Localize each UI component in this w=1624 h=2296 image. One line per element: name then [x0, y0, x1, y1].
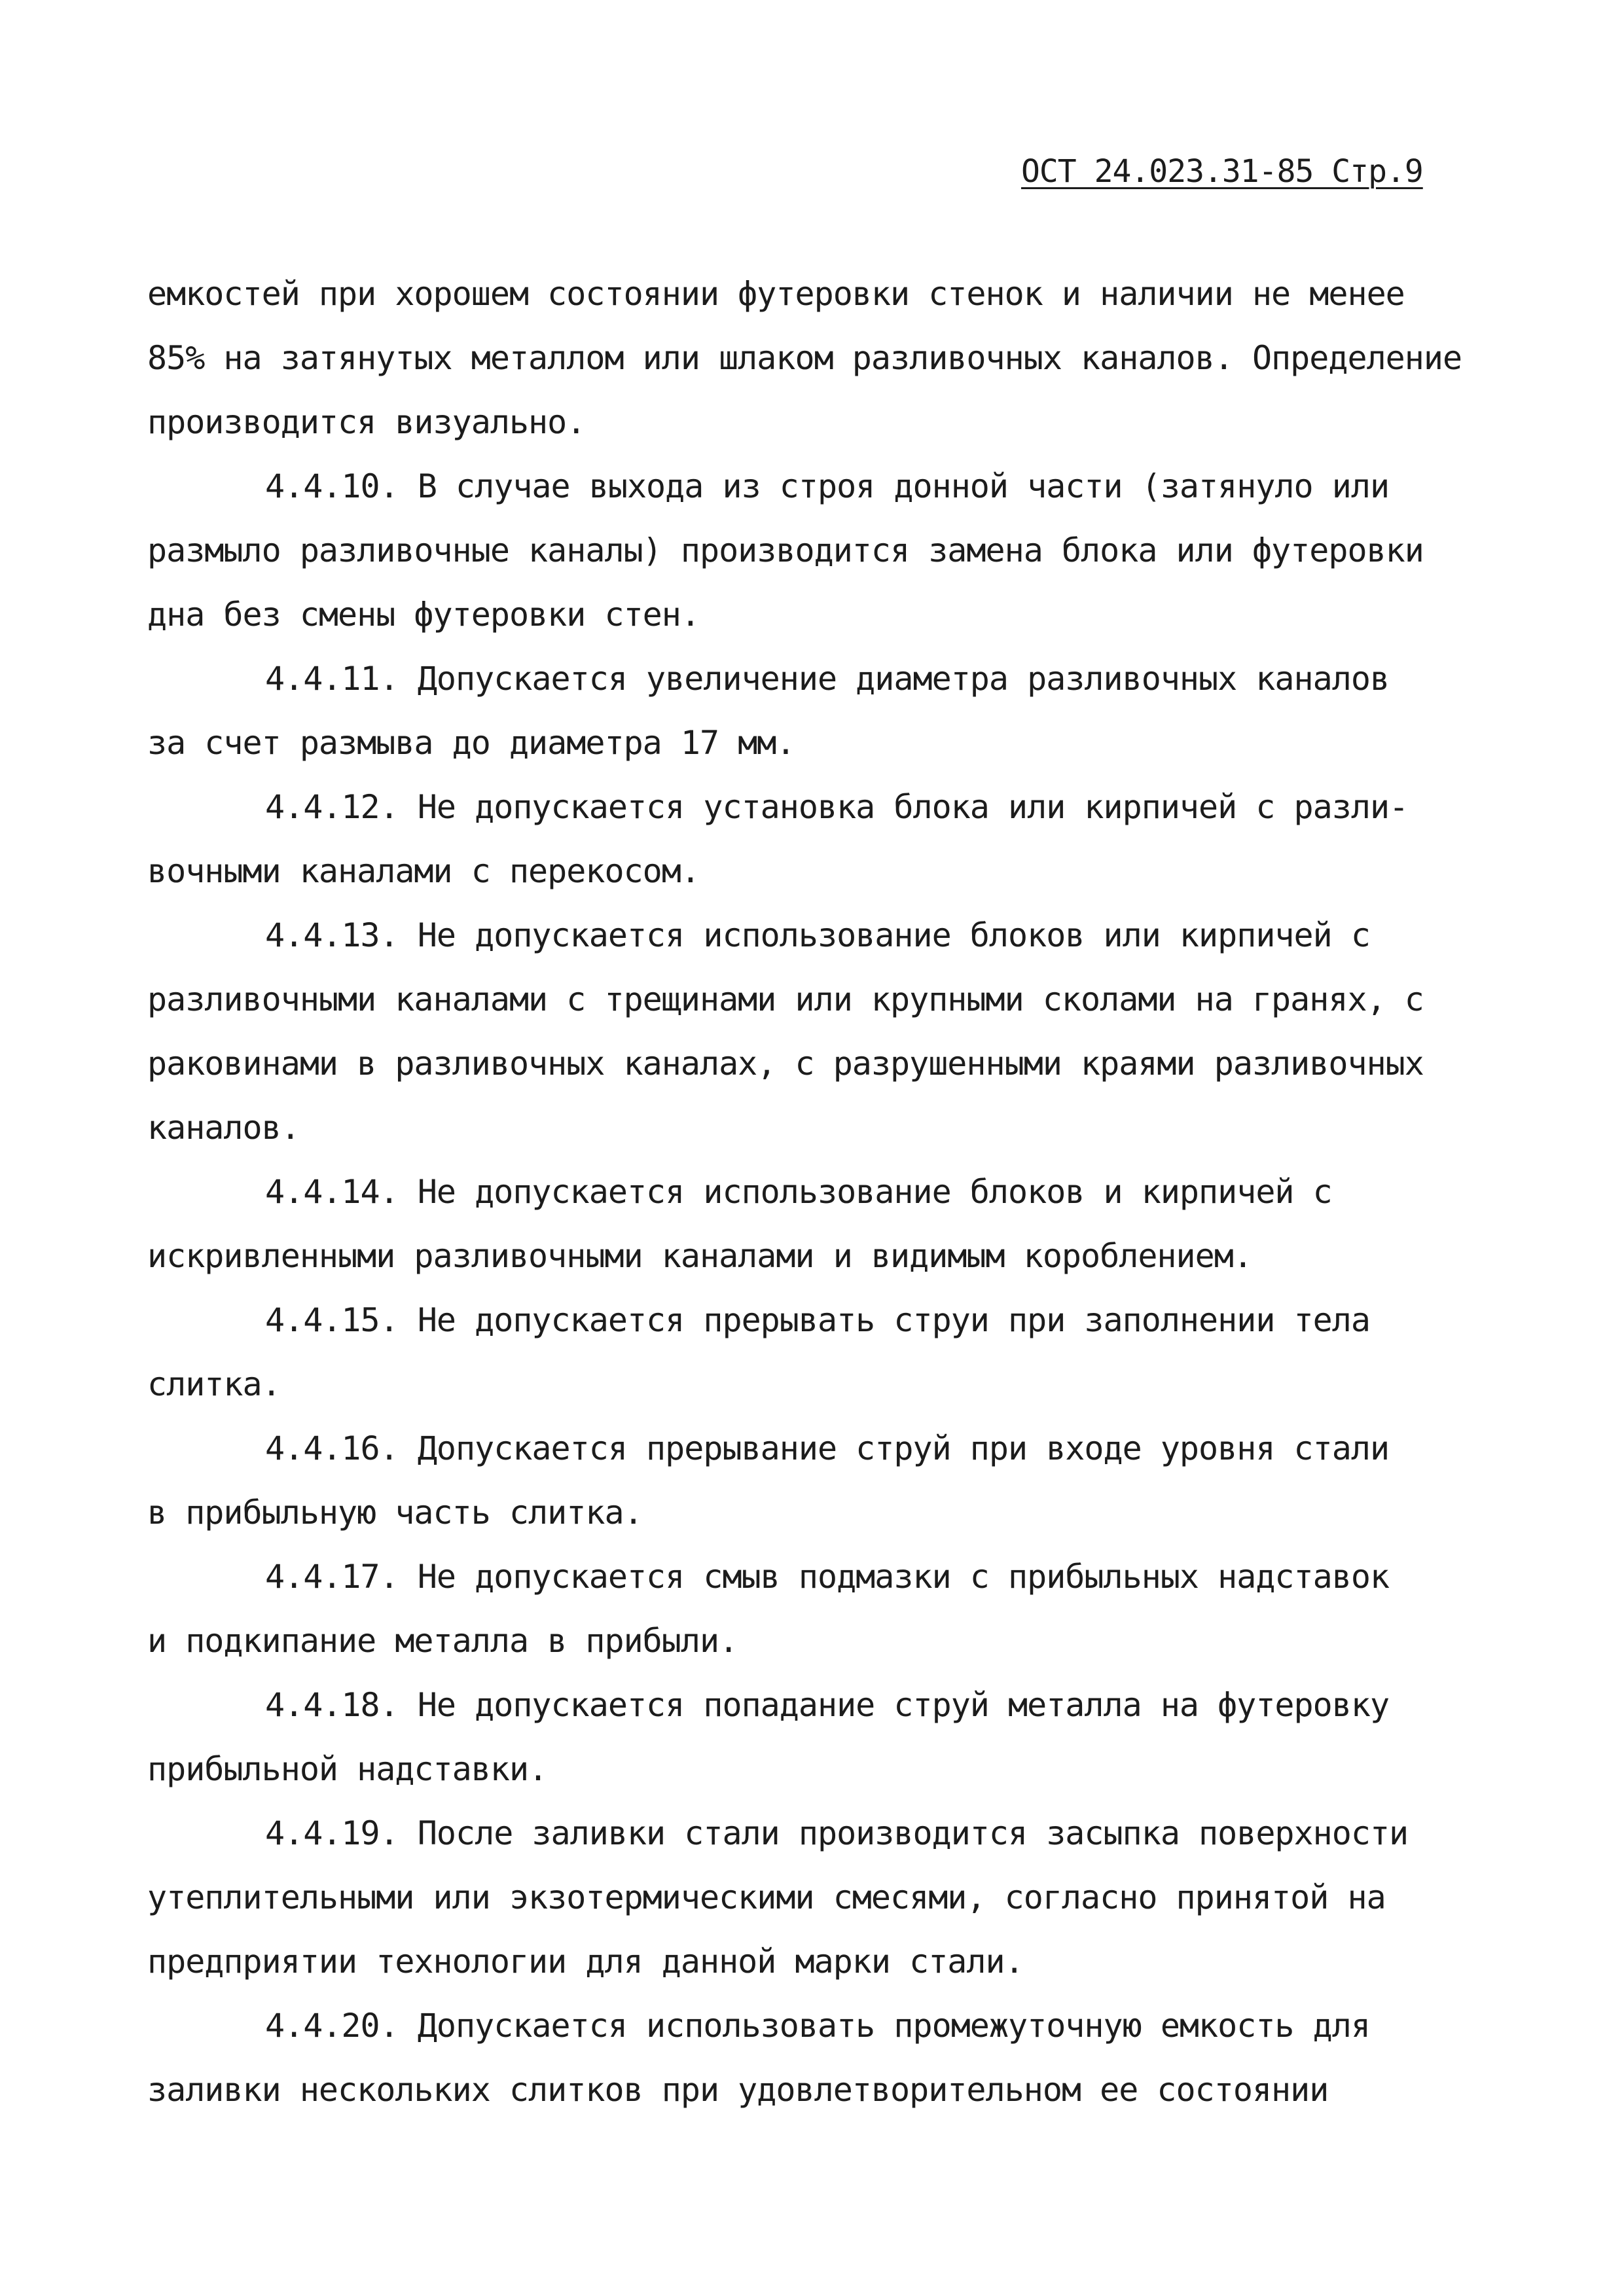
text-line: в прибыльную часть слитка.: [147, 1494, 643, 1532]
text-line: разливочными каналами с трещинами или крупными сколами на гранях, с: [147, 980, 1424, 1018]
page-header: ОСТ 24.023.31-85 Стр.9: [1021, 153, 1423, 190]
text-line: и подкипание металла в прибыли.: [147, 1622, 738, 1660]
paragraph-4-4-11: 4.4.11. Допускается увеличение диаметра разливочных каналов: [265, 660, 1390, 698]
text-line: прибыльной надставки.: [147, 1750, 548, 1788]
text-line: 85% на затянутых металлом или шлаком разливочных каналов. Определение: [147, 339, 1462, 377]
text-line: предприятии технологии для данной марки стали.: [147, 1943, 1024, 1981]
paragraph-4-4-12: 4.4.12. Не допускается установка блока или кирпичей с разли-: [265, 788, 1409, 826]
text-line: каналов.: [147, 1109, 300, 1147]
paragraph-4-4-13: 4.4.13. Не допускается использование блоков или кирпичей с: [265, 916, 1370, 954]
text-line: за счет размыва до диаметра 17 мм.: [147, 724, 795, 762]
paragraph-4-4-20: 4.4.20. Допускается использовать промежуточную емкость для: [265, 2007, 1370, 2045]
text-line: искривленными разливочными каналами и видимым короблением.: [147, 1237, 1252, 1275]
paragraph-4-4-18: 4.4.18. Не допускается попадание струй металла на футеровку: [265, 1686, 1390, 1724]
paragraph-4-4-15: 4.4.15. Не допускается прерывать струи при заполнении тела: [265, 1301, 1370, 1339]
paragraph-4-4-10: 4.4.10. В случае выхода из строя донной части (затянуло или: [265, 467, 1390, 505]
text-line: дна без смены футеровки стен.: [147, 596, 700, 634]
paragraph-4-4-16: 4.4.16. Допускается прерывание струй при входе уровня стали: [265, 1429, 1390, 1467]
text-line: вочными каналами с перекосом.: [147, 852, 700, 890]
text-line: заливки нескольких слитков при удовлетворительном ее состоянии: [147, 2071, 1329, 2109]
paragraph-4-4-17: 4.4.17. Не допускается смыв подмазки с прибыльных надставок: [265, 1558, 1390, 1596]
paragraph-4-4-19: 4.4.19. После заливки стали производится засыпка поверхности: [265, 1814, 1409, 1852]
text-line: размыло разливочные каналы) производится замена блока или футеровки: [147, 531, 1424, 569]
text-line: утеплительными или экзотермическими смесями, согласно принятой на: [147, 1878, 1386, 1916]
text-line: производится визуально.: [147, 403, 586, 441]
paragraph-4-4-14: 4.4.14. Не допускается использование блоков и кирпичей с: [265, 1173, 1332, 1211]
document-body: [147, 262, 1509, 2122]
text-line: раковинами в разливочных каналах, с разрушенными краями разливочных: [147, 1045, 1424, 1083]
text-line: слитка.: [147, 1365, 281, 1403]
text-line: емкостей при хорошем состоянии футеровки стенок и наличии не менее: [147, 275, 1405, 313]
